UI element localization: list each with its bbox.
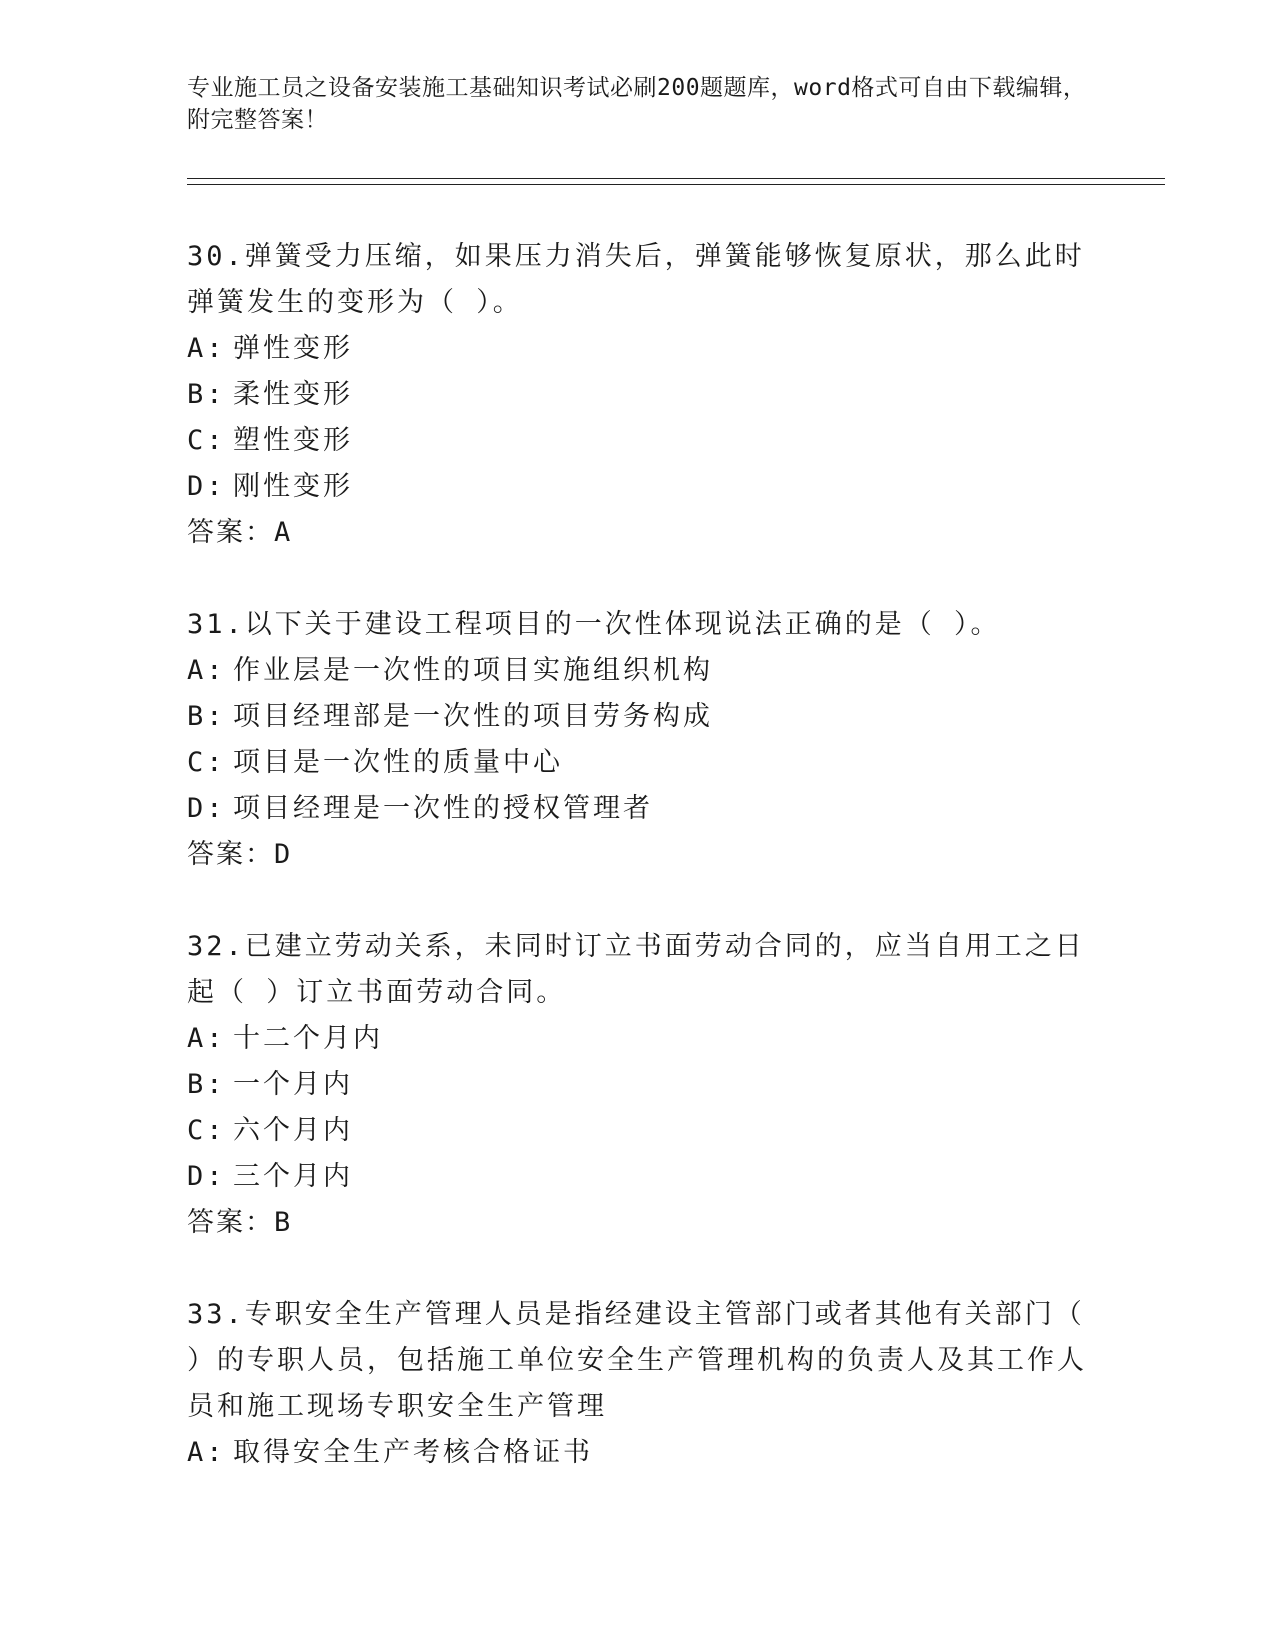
option-b — [187, 694, 1087, 740]
option-text: 一个月内 — [233, 1069, 353, 1100]
option-text: 作业层是一次性的项目实施组织机构 — [233, 655, 713, 686]
option-letter: D: — [187, 1161, 226, 1192]
option-letter: C: — [187, 1115, 226, 1146]
question-stem: 31.以下关于建设工程项目的一次性体现说法正确的是（ ）。 — [187, 609, 1001, 640]
option-letter: D: — [187, 471, 226, 502]
option-c — [187, 1108, 1087, 1154]
option-letter: C: — [187, 747, 226, 778]
header-divider — [187, 178, 1165, 185]
option-text: 刚性变形 — [233, 471, 353, 502]
option-letter: B: — [187, 1069, 226, 1100]
option-text: 弹性变形 — [233, 333, 353, 364]
option-text: 塑性变形 — [233, 425, 353, 456]
option-d — [187, 1154, 1087, 1200]
option-a — [187, 1016, 1087, 1062]
question-30 — [187, 234, 1087, 556]
option-text: 三个月内 — [233, 1161, 353, 1192]
option-letter: A: — [187, 655, 226, 686]
option-text: 项目经理部是一次性的项目劳务构成 — [233, 701, 713, 732]
option-c — [187, 418, 1087, 464]
question-stem: 33.专职安全生产管理人员是指经建设主管部门或者其他有关部门（ ）的专职人员，包括施工单位安全生产管理机构的负责人及其工作人员和施工现场专职安全生产管理 — [187, 1299, 1087, 1422]
option-letter: A: — [187, 333, 226, 364]
option-d — [187, 786, 1087, 832]
option-letter: C: — [187, 425, 226, 456]
option-text: 项目经理是一次性的授权管理者 — [233, 793, 653, 824]
option-letter: A: — [187, 1023, 226, 1054]
option-text: 柔性变形 — [233, 379, 353, 410]
option-a — [187, 326, 1087, 372]
question-33 — [187, 1292, 1087, 1476]
option-b — [187, 1062, 1087, 1108]
option-text: 十二个月内 — [233, 1023, 383, 1054]
option-letter: B: — [187, 379, 226, 410]
question-31 — [187, 602, 1087, 878]
option-text: 项目是一次性的质量中心 — [233, 747, 563, 778]
option-d — [187, 464, 1087, 510]
option-letter: B: — [187, 701, 226, 732]
question-stem: 30.弹簧受力压缩，如果压力消失后，弹簧能够恢复原状，那么此时弹簧发生的变形为（ ）。 — [187, 241, 1085, 318]
option-text: 六个月内 — [233, 1115, 353, 1146]
option-a — [187, 648, 1087, 694]
option-c — [187, 740, 1087, 786]
question-32 — [187, 924, 1087, 1246]
answer-line: 答案：D — [187, 839, 293, 870]
question-stem: 32.已建立劳动关系，未同时订立书面劳动合同的，应当自用工之日起（ ）订立书面劳动合同。 — [187, 931, 1085, 1008]
option-text: 取得安全生产考核合格证书 — [233, 1437, 593, 1468]
option-letter: D: — [187, 793, 226, 824]
option-a — [187, 1430, 1087, 1476]
answer-line: 答案：A — [187, 517, 293, 548]
option-letter: A: — [187, 1437, 226, 1468]
option-b — [187, 372, 1087, 418]
answer-line: 答案：B — [187, 1207, 293, 1238]
document-title: 专业施工员之设备安装施工基础知识考试必刷200题题库，word格式可自由下载编辑，附完整答案！ — [187, 75, 1087, 133]
